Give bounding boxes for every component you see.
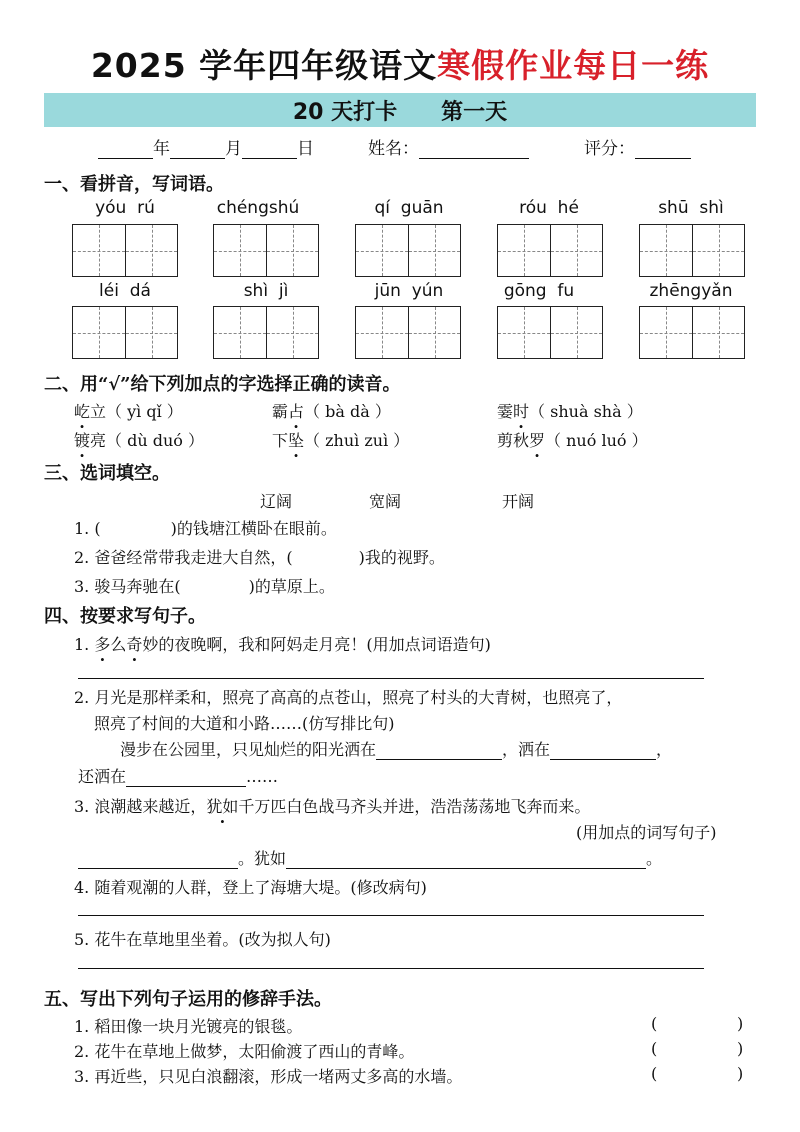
answer-blank[interactable] <box>550 740 656 760</box>
rhetoric-item: 3. 再近些，只见白浪翻滚，形成一堵两丈多高的水墙。 <box>74 1067 463 1086</box>
simile-answer: 。犹如 。 <box>78 846 662 869</box>
writing-grid[interactable] <box>355 306 461 359</box>
pinyin-label: chéngshú <box>216 198 300 218</box>
day-banner <box>44 93 756 127</box>
answer-paren-open: ( <box>651 1064 658 1083</box>
word-choice: 开阔 <box>502 492 535 511</box>
fill-question-3: 3. 骏马奔驰在( )的草原上。 <box>74 577 335 596</box>
answer-paren-close: ) <box>737 1064 744 1083</box>
sentence-question-4: 4. 随着观潮的人群，登上了海塘大堤。(修改病句) <box>74 878 427 897</box>
answer-blank[interactable] <box>376 740 502 760</box>
word-choice: 宽阔 <box>369 492 402 511</box>
pinyin-label: shì jì <box>243 281 289 301</box>
pinyin-label: róu hé <box>519 198 579 218</box>
sentence-question-2-cont: 照亮了村间的大道和小路……(仿写排比句) <box>94 714 395 733</box>
writing-grid[interactable] <box>213 306 319 359</box>
writing-grid[interactable] <box>497 224 603 277</box>
writing-grid[interactable] <box>497 306 603 359</box>
pinyin-label: gōng fu <box>503 281 575 301</box>
pinyin-label: yóu rú <box>95 198 155 218</box>
answer-blank[interactable] <box>286 849 646 869</box>
parallel-sentence: 漫步在公园里，只见灿烂的阳光洒在 ，洒在 ， <box>120 740 673 759</box>
section2-heading: 二、用“√”给下列加点的字选择正确的读音。 <box>44 374 401 395</box>
writing-grid[interactable] <box>355 224 461 277</box>
year-label: 年 <box>153 139 170 159</box>
answer-line[interactable] <box>78 968 704 969</box>
writing-grid[interactable] <box>72 224 178 277</box>
name-field <box>368 134 529 159</box>
sentence-question-5: 5. 花牛在草地里坐着。(改为拟人句) <box>74 930 331 949</box>
name-label: 姓名： <box>368 139 419 159</box>
reading-item: 霎时（ shuà shà ） <box>497 402 643 421</box>
writing-grid[interactable] <box>213 224 319 277</box>
month-blank[interactable] <box>170 139 225 159</box>
answer-blank[interactable] <box>126 767 246 787</box>
score-field <box>584 134 691 159</box>
question-3-note: (用加点的词写句子) <box>576 823 717 842</box>
section4-heading: 四、按要求写句子。 <box>44 606 206 627</box>
pinyin-label: jūn yún <box>374 281 444 301</box>
writing-grid[interactable] <box>639 224 745 277</box>
year-blank[interactable] <box>98 139 153 159</box>
fill-question-2: 2. 爸爸经常带我走进大自然，( )我的视野。 <box>74 548 445 567</box>
month-label: 月 <box>225 139 242 159</box>
pinyin-label: zhēngyǎn <box>649 281 733 301</box>
reading-item: 霸占（ bà dà ） <box>272 402 391 421</box>
word-choice: 辽阔 <box>260 492 293 511</box>
answer-line[interactable] <box>78 915 704 916</box>
page-title <box>0 40 800 87</box>
parallel-sentence-cont: 还洒在 …… <box>78 767 279 786</box>
sentence-question-3: 3. 浪潮越来越近，犹如千万匹白色战马齐头并进，浩浩荡荡地飞奔而来。 <box>74 797 591 816</box>
day-blank[interactable] <box>242 139 297 159</box>
banner-left: 20 天打卡 <box>292 99 398 125</box>
section5-heading: 五、写出下列句子运用的修辞手法。 <box>44 989 332 1010</box>
pinyin-label: qí guān <box>374 198 444 218</box>
sentence-question-2: 2. 月光是那样柔和，照亮了高高的点苍山，照亮了村头的大青树，也照亮了， <box>74 688 623 707</box>
rhetoric-item: 1. 稻田像一块月光镀亮的银毯。 <box>74 1017 303 1036</box>
title-black: 2025 学年四年级语文 <box>90 46 438 85</box>
answer-paren-close: ) <box>737 1014 744 1033</box>
answer-paren-open: ( <box>651 1039 658 1058</box>
pinyin-label: léi dá <box>99 281 151 301</box>
section3-heading: 三、选词填空。 <box>44 463 170 484</box>
answer-paren-open: ( <box>651 1014 658 1033</box>
answer-blank[interactable] <box>78 849 238 869</box>
reading-item: 屹立（ yì qǐ ） <box>74 402 183 421</box>
score-blank[interactable] <box>635 139 691 159</box>
fill-question-1: 1. ( )的钱塘江横卧在眼前。 <box>74 519 337 538</box>
section1-heading: 一、看拼音，写词语。 <box>44 174 224 195</box>
sentence-question-1: 1. 多么奇妙的夜晚啊，我和阿妈走月亮！(用加点词语造句) <box>74 635 491 654</box>
writing-grid[interactable] <box>72 306 178 359</box>
answer-line[interactable] <box>78 678 704 679</box>
score-label: 评分： <box>584 139 635 159</box>
banner-right: 第一天 <box>441 99 508 125</box>
writing-grid[interactable] <box>639 306 745 359</box>
answer-paren-close: ) <box>737 1039 744 1058</box>
reading-item: 下坠（ zhuì zuì ） <box>272 431 410 450</box>
rhetoric-item: 2. 花牛在草地上做梦，太阳偷渡了西山的青峰。 <box>74 1042 415 1061</box>
reading-item: 剪秋罗（ nuó luó ） <box>497 431 648 450</box>
name-blank[interactable] <box>419 139 529 159</box>
reading-item: 镀亮（ dù duó ） <box>74 431 205 450</box>
date-field <box>98 134 314 159</box>
title-red: 寒假作业每日一练 <box>437 46 710 85</box>
pinyin-label: shū shì <box>658 198 724 218</box>
day-label: 日 <box>297 139 314 159</box>
